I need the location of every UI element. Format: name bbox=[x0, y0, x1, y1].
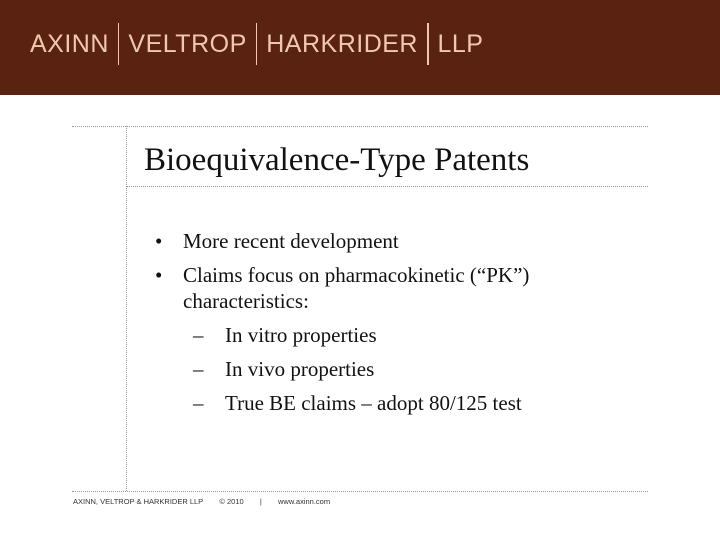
footer-firm-name: AXINN, VELTROP & HARKRIDER LLP bbox=[73, 497, 204, 506]
sub-bullet-text: True BE claims – adopt 80/125 test bbox=[225, 391, 522, 415]
logo-divider bbox=[427, 23, 429, 65]
bullet-item bbox=[155, 228, 655, 254]
bottom-dotted-rule bbox=[72, 491, 648, 492]
header-bar bbox=[0, 0, 720, 95]
logo-word-llp: LLP bbox=[437, 29, 484, 58]
sub-bullet-item bbox=[155, 356, 655, 382]
sub-bullet-item bbox=[155, 322, 655, 348]
slide-title: Bioequivalence-Type Patents bbox=[144, 142, 530, 178]
bullet-text: More recent development bbox=[183, 229, 399, 253]
sub-bullet-item bbox=[155, 390, 655, 416]
sub-bullet-text: In vivo properties bbox=[225, 357, 375, 381]
sub-bullet-text: In vitro properties bbox=[225, 323, 377, 347]
footer-copyright: © 2010 bbox=[219, 497, 244, 506]
bullet-item bbox=[155, 262, 655, 314]
logo-word-harkrider: HARKRIDER bbox=[266, 29, 418, 58]
top-dotted-rule bbox=[72, 126, 648, 127]
dash-mark: – bbox=[193, 323, 204, 347]
dash-mark: – bbox=[193, 357, 204, 381]
logo-word-axinn: AXINN bbox=[30, 29, 109, 58]
logo-word-veltrop: VELTROP bbox=[128, 29, 247, 58]
logo-divider bbox=[118, 23, 120, 65]
firm-logo bbox=[30, 20, 483, 68]
bullet-mark: • bbox=[155, 263, 163, 287]
footer bbox=[73, 497, 330, 506]
title-dotted-rule bbox=[126, 186, 648, 187]
bullet-list bbox=[155, 228, 655, 416]
logo-divider bbox=[256, 23, 258, 65]
footer-divider: | bbox=[259, 497, 262, 506]
bullet-mark: • bbox=[155, 229, 163, 253]
footer-website-link[interactable]: www.axinn.com bbox=[278, 497, 331, 506]
left-dotted-rule bbox=[126, 126, 127, 491]
dash-mark: – bbox=[193, 391, 204, 415]
bullet-text: Claims focus on pharmacokinetic (“PK”) characteristics: bbox=[183, 263, 530, 313]
